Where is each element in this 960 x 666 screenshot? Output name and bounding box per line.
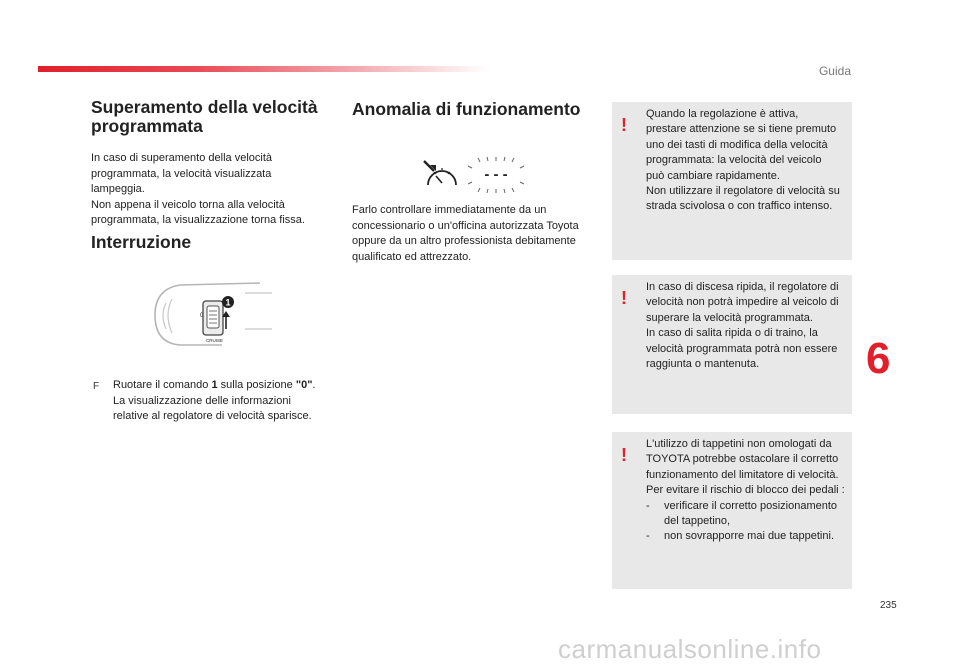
heading-malfunction: Anomalia di funzionamento xyxy=(352,99,581,119)
warning-box-active xyxy=(612,102,852,260)
dashes-display: - - - xyxy=(484,166,508,183)
warning-icon: ! xyxy=(621,445,627,465)
header-color-bar xyxy=(38,66,488,72)
paragraph-malfunction: Farlo controllare immediatamente da un concessionario o un'officina autorizzata Toyota oppure da un altro professionista debitamente qualificato ed attrezzato. xyxy=(352,204,579,263)
callout-number: 1 xyxy=(225,297,231,308)
paragraph-speed-exceeded: In caso di superamento della velocità programmata, la velocità visualizzata lampeggia. Non appena il veicolo torna alla velocità programmata, la visualizzazione torna fissa. xyxy=(91,152,305,226)
heading-interruption: Interruzione xyxy=(91,232,192,252)
section-label: Guida xyxy=(818,64,851,78)
position-zero-label: 0 xyxy=(200,313,204,319)
warning-icon: ! xyxy=(621,115,627,135)
speedometer-fault-icon xyxy=(420,155,525,193)
warning-text: Quando la regolazione è attiva, prestare attenzione se si tiene premuto uno dei tasti di modifica della velocità programmata: la velocità del veicolo può cambiare rapidamente. Non utilizzare il regolatore di velocità su strada scivolosa o con traffico intenso. xyxy=(646,108,840,213)
warning-icon: ! xyxy=(621,288,627,308)
cruise-stalk-diagram xyxy=(150,279,275,351)
watermark: carmanualsonline.info xyxy=(558,634,822,664)
warning-box-mats xyxy=(612,432,852,589)
heading-speed-exceeded: Superamento della velocità programmata xyxy=(91,97,318,136)
list-item: - verificare il corretto posizionamento del tappetino, xyxy=(646,499,848,530)
warning-text: In caso di discesa ripida, il regolatore di velocità non potrà impedire al veicolo di superare la velocità programmata. In caso di salita ripida o di traino, la velocità programmata potrà non essere raggiunta o mantenuta. xyxy=(646,281,839,371)
chapter-number: 6 xyxy=(866,334,891,383)
warning-text: L'utilizzo di tappetini non omologati da TOYOTA potrebbe ostacolare il corretto funzionamento del limitatore di velocità. Per evitare il rischio di blocco dei pedali : - verificare il corretto posizionamento del tappetino, - non sovrapporre mai due tappetini. xyxy=(646,437,848,545)
cruise-label: CRUISE xyxy=(206,338,224,343)
instruction-paragraph: Ruotare il comando 1 sulla posizione "0". La visualizzazione delle informazioni relative al regolatore di velocità sparisce. xyxy=(113,379,316,422)
warning-box-slope xyxy=(612,275,852,414)
bullet-icon: F xyxy=(93,381,100,392)
list-item: - non sovrapporre mai due tappetini. xyxy=(646,529,848,544)
page-number: 235 xyxy=(880,600,897,611)
